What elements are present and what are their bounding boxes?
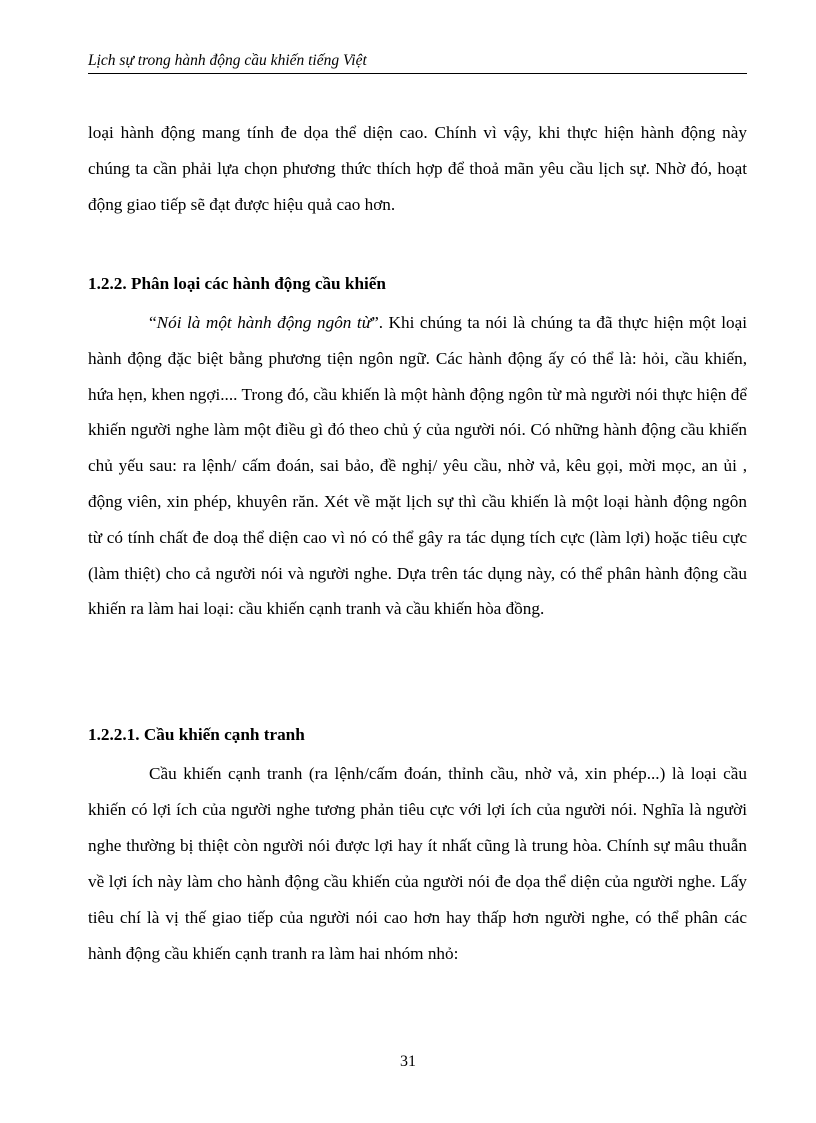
section-1-2-2-1-paragraph: Cầu khiến cạnh tranh (ra lệnh/cấm đoán, thỉnh cầu, nhờ vả, xin phép...) là loại cầu khiến có lợi ích của người nghe tương phản tiêu cực với lợi ích của người nói. Nghĩa là người nghe thường bị thiệt còn người nói được lợi hay ít nhất cũng là trung hòa. Chính sự mâu thuẫn về lợi ích này làm cho hành động cầu khiến của người nói đe dọa thể diện của người nghe. Lấy tiêu chí là vị thế giao tiếp của người nói cao hơn hay thấp hơn người nghe, có thể phân các hành động cầu khiến cạnh tranh ra làm hai nhóm nhỏ: [88,764,747,963]
section-heading-1-2-2: 1.2.2. Phân loại các hành động cầu khiến [88,274,386,293]
quote-open-mark: “ [149,313,157,332]
page-number: 31 [400,1053,416,1070]
section-1-2-2-paragraph [88,305,747,627]
section-1-2-2-body: . Khi chúng ta nói là chúng ta đã thực hiện một loại hành động đặc biệt bằng phương tiện ngôn ngữ. Các hành động ấy có thể là: hỏi, cầu khiến, hứa hẹn, khen ngợi.... Trong đó, cầu khiến là một hành động ngôn từ mà người nói thực hiện để khiến người nghe làm một điều gì đó theo chủ ý của người nói. Có những hành động cầu khiến chủ yếu sau: ra lệnh/ cấm đoán, sai bảo, đề nghị/ yêu cầu, nhờ vả, kêu gọi, mời mọc, an ủi , động viên, xin phép, khuyên răn. Xét về mặt lịch sự thì cầu khiến là một loại hành động ngôn từ có tính chất đe doạ thể diện cao vì nó có thể gây ra tác dụng tích cực (làm lợi) hoặc tiêu cực (làm thiệt) cho cả người nói và người nghe. Dựa trên tác dụng này, có thể phân hành động cầu khiến ra làm hai loại: cầu khiến cạnh tranh và cầu khiến hòa đồng. [88,313,747,619]
running-header-title: Lịch sự trong hành động cầu khiến tiếng Việt [88,52,367,69]
intro-paragraph: loại hành động mang tính đe dọa thể diện cao. Chính vì vậy, khi thực hiện hành động này chúng ta cần phải lựa chọn phương thức thích hợp để thoả mãn yêu cầu lịch sự. Nhờ đó, hoạt động giao tiếp sẽ đạt được hiệu quả cao hơn. [88,123,747,214]
section-heading-1-2-2-1: 1.2.2.1. Cầu khiến cạnh tranh [88,725,305,744]
running-header [88,51,747,74]
quote-close-mark: ” [371,313,379,332]
quote-text: Nói là một hành động ngôn từ [156,313,372,332]
